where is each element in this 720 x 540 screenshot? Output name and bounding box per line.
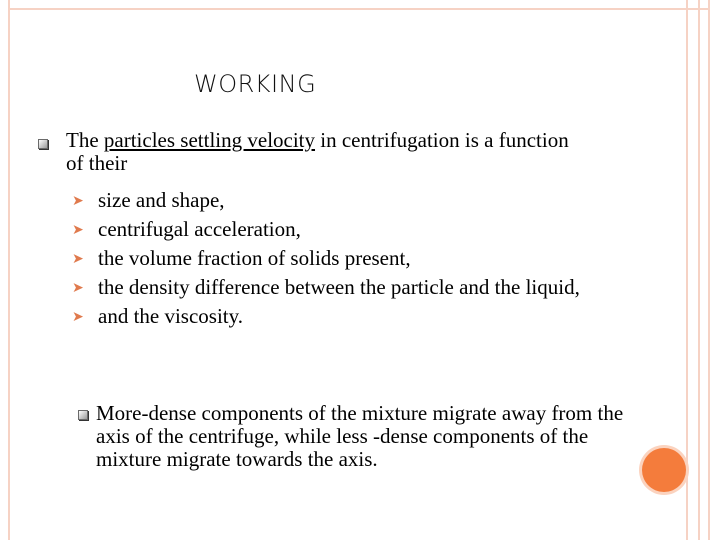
list-item	[72, 305, 612, 328]
wing-arrow-icon: ➤	[72, 280, 84, 296]
list-item	[72, 276, 598, 299]
wing-arrow-icon: ➤	[72, 309, 84, 325]
wing-arrow-icon: ➤	[72, 251, 84, 267]
main-bullet-underlined: particles settling velocity	[103, 128, 316, 152]
sub-item-text: size and shape,	[98, 188, 225, 212]
sub-item-text: and the viscosity.	[98, 304, 244, 328]
sub-bullet-list	[72, 189, 612, 334]
list-item	[72, 189, 612, 212]
sub-item-text: the density difference between the particle and the liquid,	[98, 275, 580, 299]
sub-item-text: centrifugal acceleration,	[98, 217, 301, 241]
sub-item-text: the volume fraction of solids present,	[98, 246, 411, 270]
main-bullet-text	[66, 129, 586, 175]
wing-arrow-icon: ➤	[72, 222, 84, 238]
frame-line-left	[8, 0, 10, 540]
frame-line-right	[708, 0, 710, 540]
second-bullet-text: More-dense components of the mixture migrate away from the axis of the centrifuge, while less -dense components of the mixture migrate towards the axis.	[96, 401, 624, 471]
main-bullet-suffix: in centrifugation is a function of their	[66, 128, 569, 175]
list-item	[72, 218, 612, 241]
square-bullet-icon	[78, 410, 88, 420]
wing-arrow-icon: ➤	[72, 193, 84, 209]
frame-line-right	[698, 0, 700, 540]
slide-title: WORKING	[194, 70, 317, 98]
accent-circle-icon	[642, 448, 686, 492]
square-bullet-icon	[38, 139, 48, 149]
main-bullet-prefix: The	[66, 128, 104, 152]
list-item	[72, 247, 612, 270]
frame-line-right	[686, 0, 688, 540]
frame-line-top	[8, 8, 710, 10]
